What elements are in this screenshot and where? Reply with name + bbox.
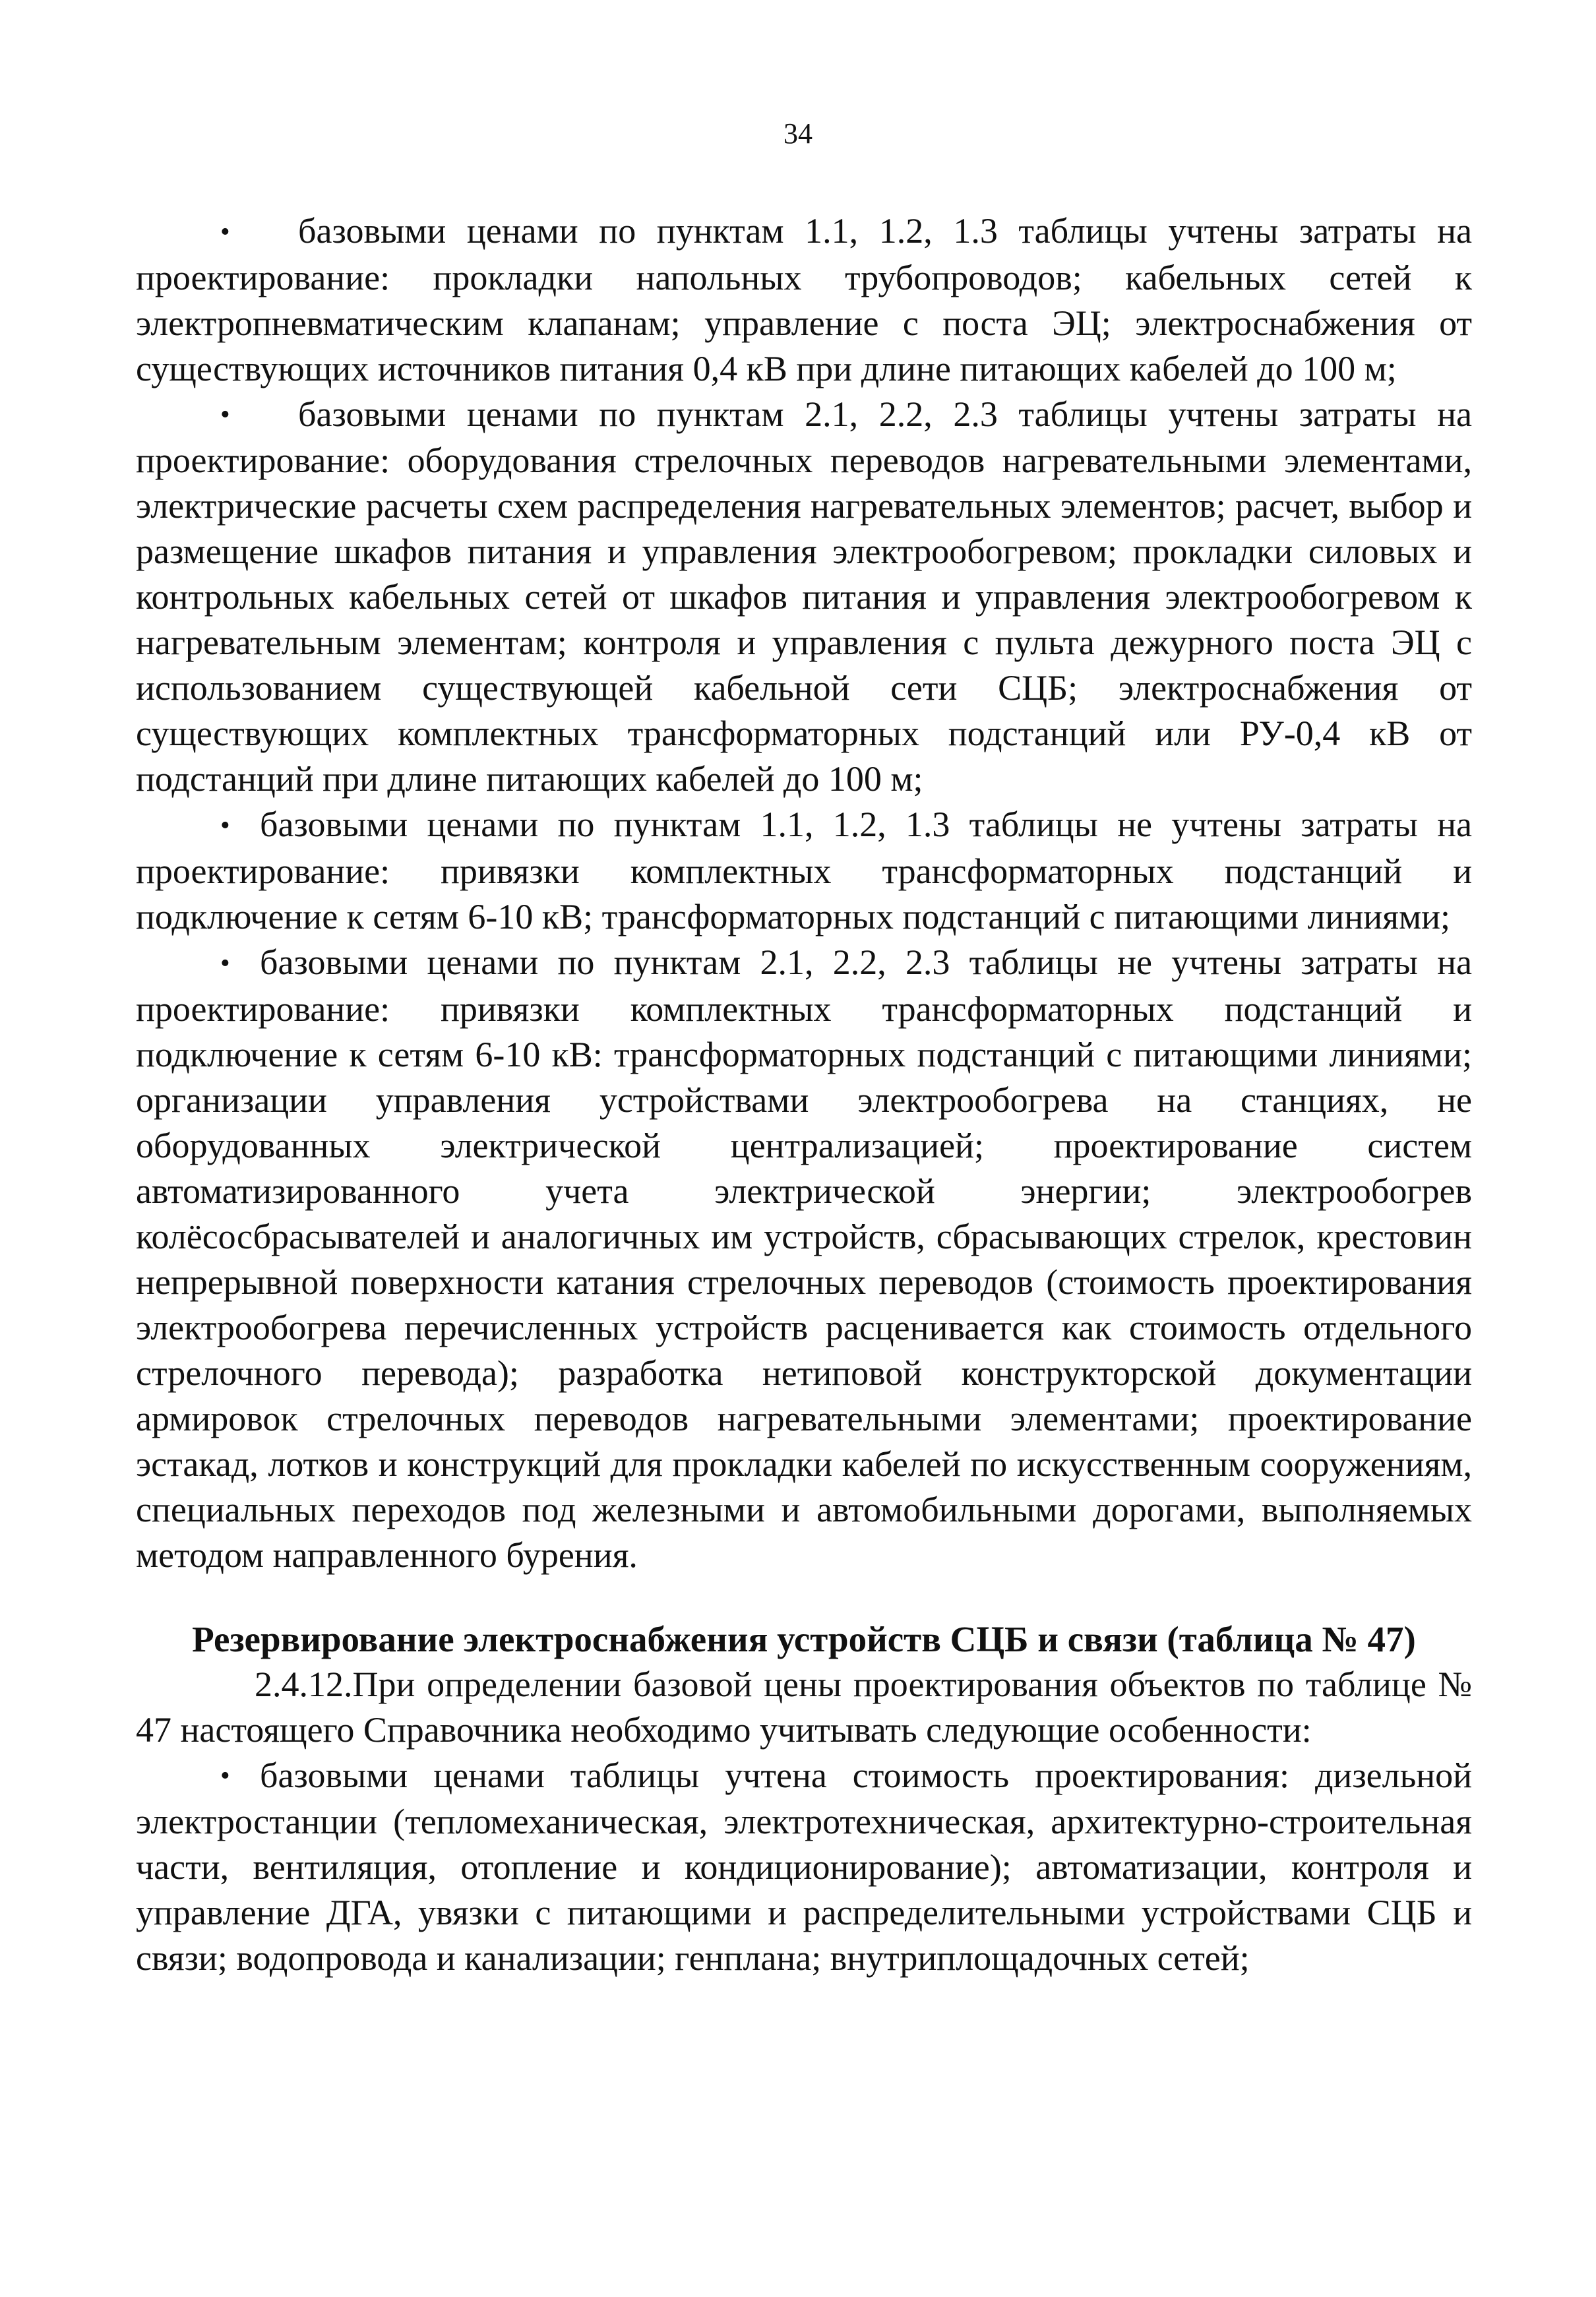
bullet-icon: • — [220, 400, 230, 431]
bullet-icon: • — [220, 948, 230, 979]
bullet-paragraph-2 — [136, 392, 1472, 803]
bullet-icon: • — [220, 1761, 230, 1792]
section-heading: Резервирование электроснабжения устройств СЦБ и связи (таблица № 47) — [192, 1618, 1416, 1659]
bullet-paragraph-text: базовыми ценами по пунктам 1.1, 1.2, 1.3 таблицы учтены затраты на проектирование: прокладки напольных трубопроводов; кабельных сетей к электропневматическим клапанам; управление с поста ЭЦ; электроснабжения от существующих источников питания 0,4 кВ при длине питающих кабелей до 100 м; — [136, 211, 1472, 388]
bullet-paragraph-text: базовыми ценами по пунктам 1.1, 1.2, 1.3 таблицы не учтены затраты на проектирование: привязки комплектных трансформаторных подстанций и подключение к сетям 6-10 кВ; трансформаторных подстанций с питающими линиями; — [136, 805, 1472, 936]
bullet-paragraph-3 — [136, 802, 1472, 940]
page-content — [136, 208, 1472, 1981]
bullet-paragraph-4 — [136, 940, 1472, 1578]
bullet-icon: • — [220, 216, 230, 247]
bullet-icon: • — [220, 810, 230, 841]
bullet-paragraph-1 — [136, 208, 1472, 392]
bullet-paragraph-text: базовыми ценами таблицы учтена стоимость проектирования: дизельной электростанции (тепломеханическая, электротехническая, архитектурно-строительная части, вентиляция, отопление и кондиционирование); автоматизации, контроля и управление ДГА, увязки с питающими и распределительными устройствами СЦБ и связи; водопровода и канализации; генплана; внутриплощадочных сетей; — [136, 1755, 1472, 1978]
bullet-paragraph-text: базовыми ценами по пунктам 2.1, 2.2, 2.3 таблицы учтены затраты на проектирование: оборудования стрелочных переводов нагревательными элементами, электрические расчеты схем распределения нагревательных элементов; расчет, выбор и размещение шкафов питания и управления электрообогревом; прокладки силовых и контрольных кабельных сетей от шкафов питания и управления электрообогревом к нагревательным элементам; контроля и управления с пульта дежурного поста ЭЦ с использованием существующей кабельной сети СЦБ; электроснабжения от существующих комплектных трансформаторных подстанций или РУ-0,4 кВ от подстанций при длине питающих кабелей до 100 м; — [136, 394, 1472, 799]
section-bullet-paragraph-1 — [136, 1753, 1472, 1982]
bullet-paragraph-text: базовыми ценами по пунктам 2.1, 2.2, 2.3 таблицы не учтены затраты на проектирование: привязки комплектных трансформаторных подстанций и подключение к сетям 6-10 кВ: трансформаторных подстанций с питающими линиями; организации управления устройствами электрообогрева на станциях, не оборудованных электрической централизацией; проектирование систем автоматизированного учета электрической энергии; электрообогрев колёсосбрасывателей и аналогичных им устройств, сбрасывающих стрелок, крестовин непрерывной поверхности катания стрелочных переводов (стоимость проектирования электрообогрева перечисленных устройств расценивается как стоимость отдельного стрелочного перевода); разработка нетиповой конструкторской документации армировок стрелочных переводов нагревательными элементами; проектирование эстакад, лотков и конструкций для прокладки кабелей по искусственным сооружениям, специальных переходов под железными и автомобильными дорогами, выполняемых методом направленного бурения. — [136, 942, 1472, 1575]
section-intro-paragraph: 2.4.12.При определении базовой цены проектирования объектов по таблице № 47 настоящего Справочника необходимо учитывать следующие особенности: — [136, 1664, 1472, 1750]
page-number: 34 — [783, 117, 813, 150]
